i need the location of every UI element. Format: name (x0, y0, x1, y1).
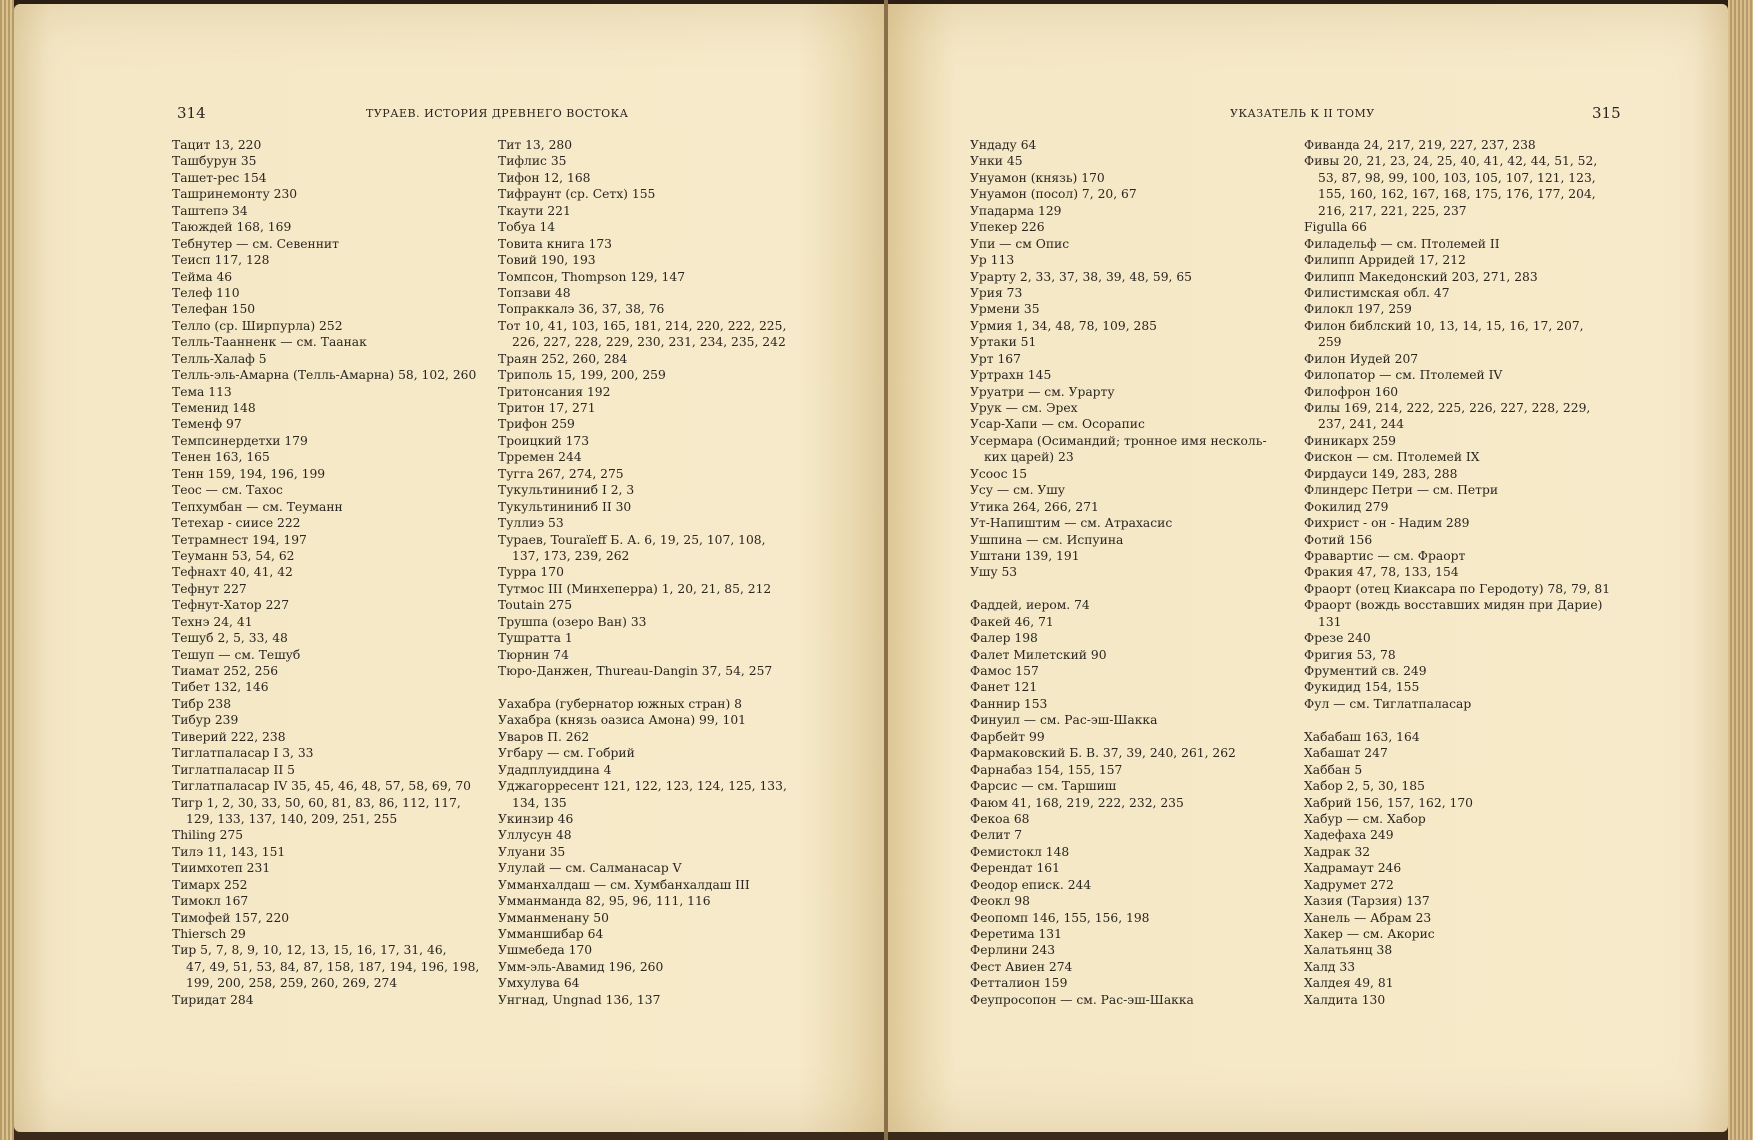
page-number-left: 314 (177, 104, 206, 122)
index-entry: Теисп 117, 128 (172, 253, 270, 268)
index-entry: Тенн 159, 194, 196, 199 (172, 466, 326, 481)
index-entry: Тит 13, 280 (498, 138, 573, 152)
index-entry: Турра 170 (498, 565, 564, 580)
index-entry: Тешуп — см. Тешуб (172, 647, 301, 662)
index-entry: ких царей) 23 (984, 450, 1074, 465)
index-entry: Унуамон (князь) 170 (970, 170, 1105, 185)
index-entry: Тейма 46 (172, 269, 233, 284)
index-entry: Филистимская обл. 47 (1304, 285, 1450, 300)
index-entry: Феретима 131 (970, 927, 1062, 941)
index-entry: Фотий 156 (1304, 532, 1373, 547)
index-entry: Умманменану 50 (498, 910, 609, 925)
index-entry: Хабур — см. Хабор (1304, 811, 1426, 826)
index-entry: Фирдауси 149, 283, 288 (1304, 466, 1458, 481)
index-entry: Ташбурун 35 (172, 154, 257, 169)
index-entry: Халдита 130 (1304, 992, 1386, 1007)
index-entry: Фетталион 159 (970, 976, 1068, 991)
section-gap (498, 679, 787, 695)
index-entry: Ушмебеда 170 (498, 943, 593, 958)
index-entry: Товита книга 173 (498, 236, 612, 251)
index-entry: Таштепэ 34 (172, 203, 248, 218)
index-entry: Телло (ср. Ширпурла) 252 (172, 318, 343, 333)
index-entry: Ханель — Абрам 23 (1304, 910, 1432, 925)
index-entry: Тетехар - сиисе 222 (172, 516, 301, 531)
index-entry: Тенен 163, 165 (172, 450, 270, 465)
index-entry: Усу — см. Ушу (970, 483, 1065, 498)
index-entry: Томпсон, Thompson 129, 147 (498, 269, 686, 284)
index-entry: Тутмос III (Минхеперра) 1, 20, 21, 85, 212 (498, 581, 772, 596)
index-entry: Феодор еписк. 244 (970, 877, 1092, 892)
index-entry: Тритонсания 192 (498, 384, 611, 399)
index-entry: Траян 252, 260, 284 (498, 351, 628, 366)
index-entry: Фаддей, иером. 74 (970, 598, 1090, 613)
page-edges-left (0, 0, 14, 1140)
index-entry: Тиридат 284 (172, 992, 254, 1007)
index-entry: Тот 10, 41, 103, 165, 181, 214, 220, 222, 225, (498, 318, 787, 333)
index-entry: Хабрий 156, 157, 162, 170 (1304, 795, 1473, 810)
index-entry: Фаюм 41, 168, 219, 222, 232, 235 (970, 795, 1184, 810)
index-entry: Уллусун 48 (498, 828, 572, 843)
index-entry: Фракия 47, 78, 133, 154 (1304, 565, 1459, 580)
index-entry: 53, 87, 98, 99, 100, 103, 105, 107, 121, 123, (1318, 170, 1596, 185)
index-entry: Тиглатпаласар IV 35, 45, 46, 48, 57, 58, 69, 70 (172, 779, 472, 794)
index-entry: Фаннир 153 (970, 696, 1048, 711)
index-entry: Фарбейт 99 (970, 729, 1045, 744)
index-entry: Фраорт (вождь восставших мидян при Дарие) (1304, 598, 1603, 613)
index-entry: Фамос 157 (970, 664, 1039, 678)
page-edges-right (1728, 0, 1753, 1140)
index-entry: Ур 113 (970, 253, 1015, 268)
index-entry: Умманманда 82, 95, 96, 111, 116 (498, 894, 711, 909)
index-entry: Тиглатпаласар I 3, 33 (172, 746, 314, 761)
index-entry: Фукидид 154, 155 (1304, 680, 1420, 695)
index-entry: Ташринемонту 230 (172, 187, 298, 202)
index-entry: Тураев, Touraïeff Б. А. 6, 19, 25, 107, 108, (498, 532, 766, 547)
index-entry: Триполь 15, 199, 200, 259 (498, 368, 666, 383)
index-column-3 (970, 137, 1267, 1008)
index-entry: Фравартис — см. Фраорт (1304, 548, 1466, 563)
index-entry: 226, 227, 228, 229, 230, 231, 234, 235, 242 (512, 335, 786, 350)
index-entry: Упи — см Опис (970, 236, 1070, 251)
index-entry: Тигр 1, 2, 30, 33, 50, 60, 81, 83, 86, 112, 117, (172, 795, 461, 810)
index-entry: Хаббан 5 (1304, 762, 1363, 777)
right-page (888, 4, 1728, 1132)
index-entry: Тацит 13, 220 (172, 138, 262, 152)
index-entry: Фиванда 24, 217, 219, 227, 237, 238 (1304, 138, 1536, 152)
index-entry: Ткаути 221 (498, 203, 571, 218)
index-entry: Теменф 97 (172, 417, 242, 432)
index-entry: Умманхалдаш — см. Хумбанхалдаш III (498, 877, 750, 892)
index-entry: Фарсис — см. Таршиш (970, 779, 1117, 794)
index-entry: Удадплуиддина 4 (498, 762, 612, 777)
index-entry: Тифлис 35 (498, 154, 567, 169)
index-entry: Фемистокл 148 (970, 844, 1070, 859)
index-entry: 155, 160, 162, 167, 168, 175, 176, 177, 204, (1318, 187, 1596, 202)
index-entry: Филокл 197, 259 (1304, 302, 1412, 317)
index-entry: Хабор 2, 5, 30, 185 (1304, 779, 1425, 794)
index-entry: Троицкий 173 (498, 433, 590, 448)
index-entry: Thiersch 29 (172, 927, 246, 941)
index-entry: 259 (1318, 335, 1342, 350)
index-entry: Умм-эль-Авамид 196, 260 (498, 959, 664, 974)
index-entry: Фалет Милетский 90 (970, 647, 1107, 662)
index-entry: Утика 264, 266, 271 (970, 499, 1099, 514)
running-header-right: УКАЗАТЕЛЬ К II ТОМУ (1230, 107, 1375, 120)
index-entry: Топраккалэ 36, 37, 38, 76 (498, 302, 665, 317)
index-entry: Упекер 226 (970, 220, 1045, 235)
index-entry: Усар-Хапи — см. Осорапис (970, 417, 1145, 432)
index-entry: Филипп Арридей 17, 212 (1304, 253, 1466, 268)
index-entry: Филипп Македонский 203, 271, 283 (1304, 269, 1538, 284)
index-entry: Туллиэ 53 (498, 516, 564, 531)
index-entry: Тифон 12, 168 (498, 170, 591, 185)
index-entry: Тибет 132, 146 (172, 680, 269, 695)
index-entry: Фекоа 68 (970, 811, 1030, 826)
index-entry: Уртрахн 145 (970, 368, 1052, 383)
index-entry: Тимарх 252 (172, 877, 248, 892)
index-entry: Топзави 48 (498, 285, 571, 300)
index-entry: Фест Авиен 274 (970, 959, 1073, 974)
index-entry: Урук — см. Эрех (970, 401, 1078, 415)
index-entry: Усоос 15 (970, 466, 1028, 481)
index-entry: Тетрамнест 194, 197 (172, 532, 307, 547)
index-entry: Тефнахт 40, 41, 42 (172, 565, 293, 580)
index-column-1 (172, 137, 479, 1008)
index-entry: Феопомп 146, 155, 156, 198 (970, 910, 1150, 925)
index-entry: Уахабра (губернатор южных стран) 8 (498, 696, 743, 711)
index-entry: Фармаковский Б. В. 37, 39, 240, 261, 262 (970, 746, 1236, 761)
index-entry: Урия 73 (970, 285, 1023, 300)
index-entry: Трифон 259 (498, 417, 575, 432)
section-gap (970, 581, 1267, 597)
index-entry: Тибур 239 (172, 713, 239, 728)
index-entry: Тюрнин 74 (498, 647, 569, 662)
index-entry: Урмени 35 (970, 302, 1040, 317)
index-entry: Хадрак 32 (1304, 844, 1371, 859)
index-entry: Тимофей 157, 220 (172, 910, 290, 925)
index-entry: Филофрон 160 (1304, 384, 1399, 399)
index-entry: Фихрист - он - Надим 289 (1304, 516, 1470, 531)
index-entry: Ут-Напиштим — см. Атрахасис (970, 516, 1173, 531)
index-entry: 131 (1318, 614, 1342, 629)
index-entry: Урт 167 (970, 351, 1021, 366)
page-number-right: 315 (1592, 104, 1621, 122)
index-entry: Телефан 150 (172, 302, 256, 317)
index-entry: Унки 45 (970, 154, 1023, 169)
index-entry: Фокилид 279 (1304, 499, 1389, 514)
index-entry: Теуманн 53, 54, 62 (172, 548, 295, 563)
index-entry: Тиглатпаласар II 5 (172, 762, 295, 777)
index-entry: Фелит 7 (970, 828, 1023, 843)
index-entry: Тешуб 2, 5, 33, 48 (172, 631, 288, 646)
index-entry: Фригия 53, 78 (1304, 647, 1396, 662)
index-entry: Уваров П. 262 (498, 729, 590, 744)
index-entry: Тефнут 227 (172, 581, 247, 596)
index-entry: 216, 217, 221, 225, 237 (1318, 203, 1467, 218)
index-entry: Технэ 24, 41 (172, 614, 253, 629)
index-entry: Филопатор — см. Птолемей IV (1304, 368, 1503, 383)
index-entry: Фраорт (отец Киаксара по Геродоту) 78, 79, 81 (1304, 581, 1611, 596)
index-entry: Ушпина — см. Испуина (970, 532, 1124, 547)
index-entry: Трремен 244 (498, 450, 582, 465)
index-entry: Тепхумбан — см. Теуманн (172, 499, 343, 514)
index-entry: Феокл 98 (970, 894, 1030, 909)
index-entry: Тиамат 252, 256 (172, 664, 279, 678)
index-entry: Тиимхотеп 231 (172, 861, 271, 876)
index-entry: Тритон 17, 271 (498, 401, 596, 415)
index-entry: Упадарма 129 (970, 203, 1062, 218)
index-entry: Уджагорресент 121, 122, 123, 124, 125, 133, (498, 779, 787, 794)
index-entry: Товий 190, 193 (498, 253, 596, 268)
index-entry: Хазия (Тарзия) 137 (1304, 894, 1430, 909)
index-entry: Факей 46, 71 (970, 614, 1054, 629)
index-entry: Телль-эль-Амарна (Телль-Амарна) 58, 102, 260 (172, 368, 477, 383)
index-entry: Филы 169, 214, 222, 225, 226, 227, 228, 229, (1304, 401, 1591, 415)
index-entry: Филон библский 10, 13, 14, 15, 16, 17, 207, (1304, 318, 1584, 333)
index-entry: Тема 113 (172, 384, 232, 399)
left-page (14, 4, 884, 1132)
index-entry: Умхулува 64 (498, 976, 580, 991)
index-entry: Феупросопон — см. Рас-эш-Шакка (970, 992, 1194, 1007)
index-entry: Теос — см. Тахос (172, 483, 283, 498)
index-entry: Thiling 275 (172, 828, 244, 843)
index-entry: Фрументий св. 249 (1304, 664, 1427, 678)
index-entry: Фанет 121 (970, 680, 1038, 695)
index-entry: 237, 241, 244 (1318, 417, 1405, 432)
index-entry: Урарту 2, 33, 37, 38, 39, 48, 59, 65 (970, 269, 1192, 284)
index-entry: Уртаки 51 (970, 335, 1037, 350)
index-entry: Toutain 275 (498, 598, 573, 613)
index-entry: Фискон — см. Птолемей IX (1304, 450, 1480, 465)
index-column-2 (498, 137, 787, 1008)
index-column-4 (1304, 137, 1610, 1008)
index-entry: Фул — см. Тиглатпаласар (1304, 696, 1472, 711)
index-entry: Хадефаха 249 (1304, 828, 1394, 843)
index-entry: Халд 33 (1304, 959, 1356, 974)
index-entry: Figulla 66 (1304, 220, 1368, 235)
index-entry: Урмия 1, 34, 48, 78, 109, 285 (970, 318, 1157, 333)
index-entry: Усермара (Осимандий; тронное имя несколь- (970, 433, 1267, 448)
index-entry: Тифраунт (ср. Сетх) 155 (498, 187, 656, 202)
index-entry: Тобуа 14 (498, 220, 556, 235)
index-entry: Унгнад, Ungnad 136, 137 (498, 992, 661, 1007)
index-entry: Тир 5, 7, 8, 9, 10, 12, 13, 15, 16, 17, 31, 46, (172, 943, 447, 958)
index-entry: Телеф 110 (172, 285, 240, 300)
index-entry: Тимокл 167 (172, 894, 249, 909)
index-entry: Фивы 20, 21, 23, 24, 25, 40, 41, 42, 44, 51, 52, (1304, 154, 1598, 169)
index-entry: Ферендат 161 (970, 861, 1060, 876)
section-gap (1304, 712, 1610, 728)
index-entry: Тебнутер — см. Севеннит (172, 236, 339, 251)
index-entry: Ундаду 64 (970, 138, 1037, 152)
index-entry: Угбару — см. Гобрий (498, 746, 635, 761)
index-entry: Халатьянц 38 (1304, 943, 1393, 958)
index-entry: Ферлини 243 (970, 943, 1056, 958)
index-entry: Тиверий 222, 238 (172, 729, 286, 744)
index-entry: Умманшибар 64 (498, 927, 604, 941)
index-entry: Унуамон (посол) 7, 20, 67 (970, 187, 1137, 202)
index-entry: Хабашат 247 (1304, 746, 1388, 761)
index-entry: Укинзир 46 (498, 811, 574, 826)
running-header-left: ТУРАЕВ. ИСТОРИЯ ДРЕВНЕГО ВОСТОКА (366, 107, 629, 120)
index-entry: Тукультининиб II 30 (498, 499, 632, 514)
index-entry: Тефнут-Хатор 227 (172, 598, 290, 613)
index-entry: 199, 200, 258, 259, 260, 269, 274 (186, 976, 398, 991)
index-entry: Ушу 53 (970, 565, 1018, 580)
index-entry: 134, 135 (512, 795, 567, 810)
index-entry: Фалер 198 (970, 631, 1038, 646)
index-entry: Тугга 267, 274, 275 (498, 466, 624, 481)
index-entry: Фрезе 240 (1304, 631, 1371, 646)
index-entry: Хадрамаут 246 (1304, 861, 1402, 876)
index-entry: Тибр 238 (172, 696, 232, 711)
index-entry: Хакер — см. Акорис (1304, 927, 1435, 941)
index-entry: Хабабаш 163, 164 (1304, 729, 1420, 744)
index-entry: Фарнабаз 154, 155, 157 (970, 762, 1123, 777)
index-entry: Телль-Таанненк — см. Таанак (172, 335, 367, 350)
index-entry: Тюро-Данжен, Thureau-Dangin 37, 54, 257 (498, 664, 773, 678)
index-entry: Таюждей 168, 169 (172, 220, 292, 235)
index-entry: Темпсинердетхи 179 (172, 433, 308, 448)
index-entry: 129, 133, 137, 140, 209, 251, 255 (186, 811, 398, 826)
index-entry: Уахабра (князь оазиса Амона) 99, 101 (498, 713, 746, 728)
index-entry: Улулай — см. Салманасар V (498, 861, 682, 876)
index-entry: Тилэ 11, 143, 151 (172, 844, 286, 859)
index-entry: Тушратта 1 (498, 631, 573, 646)
index-entry: Финикарх 259 (1304, 433, 1396, 448)
index-entry: Тукультининиб I 2, 3 (498, 483, 635, 498)
index-entry: Улуани 35 (498, 844, 566, 859)
index-entry: Уштани 139, 191 (970, 548, 1080, 563)
index-entry: Филон Иудей 207 (1304, 351, 1419, 366)
index-entry: Филадельф — см. Птолемей II (1304, 236, 1500, 251)
index-entry: Хадрумет 272 (1304, 877, 1394, 892)
index-entry: Уруатри — см. Урарту (970, 384, 1115, 399)
index-entry: Трушпа (озеро Ван) 33 (498, 614, 647, 629)
index-entry: Теменид 148 (172, 401, 256, 415)
index-entry: 137, 173, 239, 262 (512, 548, 630, 563)
index-entry: Ташет-рес 154 (172, 170, 267, 185)
index-entry: Халдея 49, 81 (1304, 976, 1394, 991)
index-entry: Телль-Халаф 5 (172, 351, 267, 366)
index-entry: 47, 49, 51, 53, 84, 87, 158, 187, 194, 196, 198, (186, 959, 480, 974)
index-entry: Финуил — см. Рас-эш-Шакка (970, 713, 1158, 728)
index-entry: Флиндерс Петри — см. Петри (1304, 483, 1499, 498)
